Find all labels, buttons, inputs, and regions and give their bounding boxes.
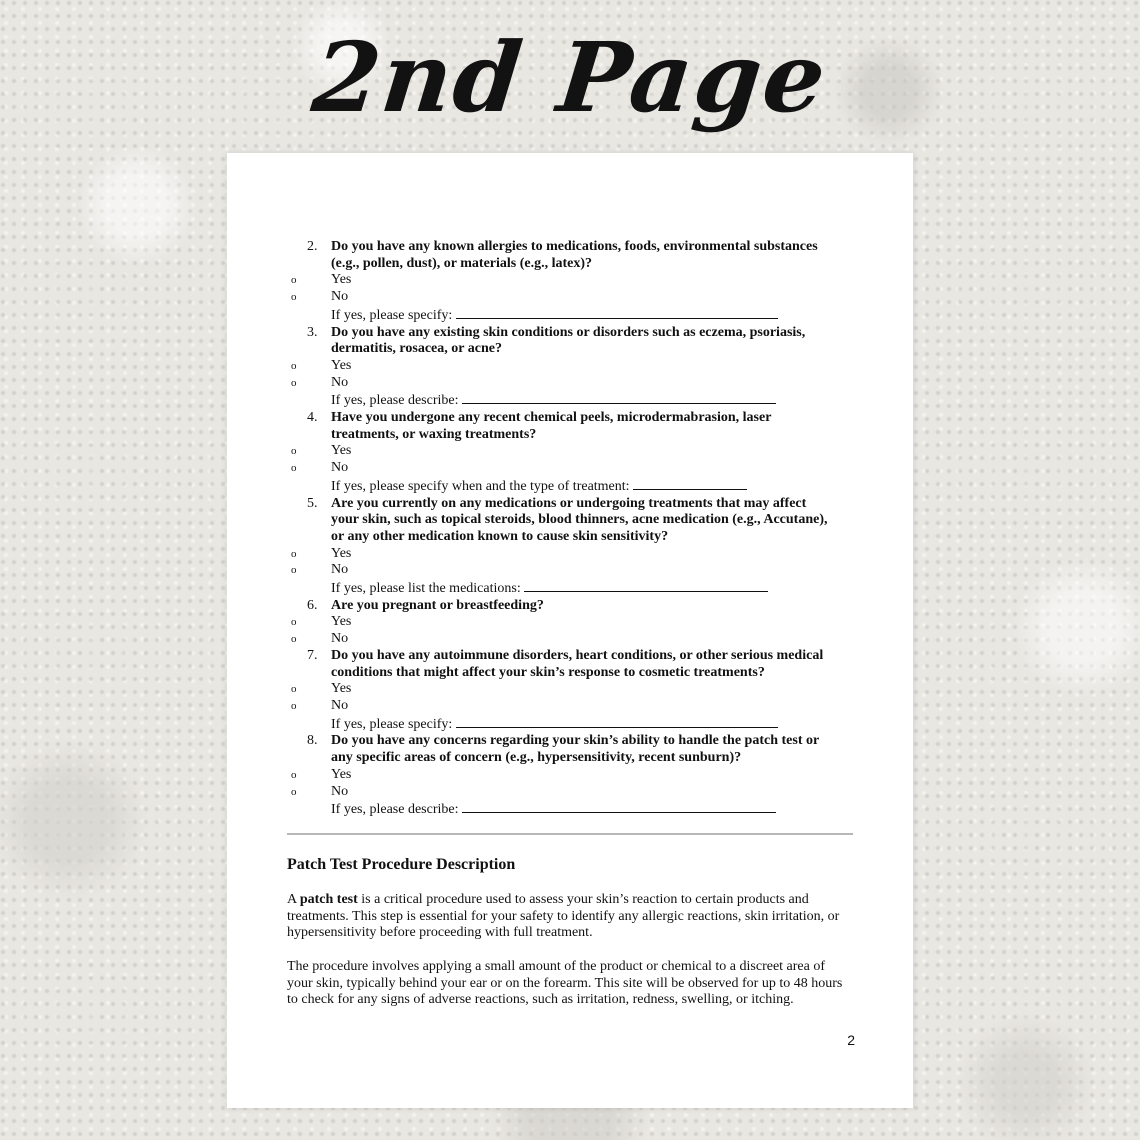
specify-label: If yes, please specify when and the type of treatment: [331, 478, 630, 494]
specify-field [287, 477, 857, 496]
question-block [287, 410, 857, 496]
question [287, 648, 857, 681]
question [287, 733, 857, 766]
blank-answer-line[interactable] [462, 391, 776, 404]
answer-option-label: Yes [331, 272, 352, 288]
question-text-line: Have you undergone any recent chemical peels, microdermabrasion, laser [331, 410, 772, 426]
answer-option[interactable] [287, 546, 857, 563]
section-title: Patch Test Procedure Description [287, 856, 516, 873]
question-text-line: your skin, such as topical steroids, blood thinners, acne medication (e.g., Accutane), [331, 512, 828, 528]
circle-bullet-icon: o [291, 291, 297, 304]
answer-option-label: Yes [331, 357, 352, 373]
circle-bullet-icon: o [291, 462, 297, 475]
question-text-line: dermatitis, rosacea, or acne? [331, 341, 502, 357]
specify-field [287, 715, 857, 734]
answer-option[interactable] [287, 698, 857, 715]
question-text-line: Do you have any autoimmune disorders, heart conditions, or other serious medical [331, 647, 824, 663]
circle-bullet-icon: o [291, 683, 297, 696]
question-text-line: conditions that might affect your skin’s response to cosmetic treatments? [331, 664, 765, 680]
para1-lead: A [287, 892, 300, 907]
circle-bullet-icon: o [291, 768, 297, 781]
answer-option-label: No [331, 783, 349, 799]
blank-answer-line[interactable] [524, 579, 768, 592]
question [287, 598, 857, 615]
question-number: 4. [307, 410, 318, 426]
answer-option[interactable] [287, 562, 857, 579]
para1-body: is a critical procedure used to assess your skin’s reaction to certain products and treatments. This step is essential for your safety to identify any allergic reactions, skin irritation, or hypersensitivity before proceeding with full treatment. [287, 892, 840, 941]
question-text [331, 648, 857, 681]
question [287, 496, 857, 546]
circle-bullet-icon: o [291, 274, 297, 287]
section-paragraph-2: The procedure involves applying a small amount of the product or chemical to a discreet area of your skin, typically behind your ear or on the forearm. This site will be observed for up to 48 hours to check for any signs of adverse reactions, such as irritation, redness, swelling, or itching. [287, 959, 843, 1008]
page-number: 2 [847, 1032, 855, 1048]
answer-option-label: No [331, 289, 349, 305]
question-text-line: Do you have any concerns regarding your skin’s ability to handle the patch test or [331, 733, 820, 749]
blank-answer-line[interactable] [462, 800, 776, 813]
blank-answer-line[interactable] [456, 715, 778, 728]
specify-field [287, 800, 857, 819]
question-block [287, 648, 857, 734]
circle-bullet-icon: o [291, 359, 297, 372]
question-text [331, 496, 857, 546]
question-number: 2. [307, 239, 318, 254]
answer-option-label: Yes [331, 545, 352, 561]
specify-label: If yes, please specify: [331, 716, 453, 732]
circle-bullet-icon: o [291, 616, 297, 629]
question-text-line: treatments, or waxing treatments? [331, 426, 537, 442]
question-block [287, 325, 857, 411]
answer-option-label: No [331, 562, 349, 578]
question-text-line: any specific areas of concern (e.g., hypersensitivity, recent sunburn)? [331, 750, 742, 766]
answer-option[interactable] [287, 375, 857, 392]
answer-option[interactable] [287, 767, 857, 784]
circle-bullet-icon: o [291, 445, 297, 458]
question [287, 410, 857, 443]
question-number: 6. [307, 597, 318, 613]
question [287, 239, 857, 272]
answer-option[interactable] [287, 289, 857, 306]
question-text [331, 733, 857, 766]
circle-bullet-icon: o [291, 699, 297, 712]
answer-option-label: Yes [331, 614, 352, 630]
answer-option[interactable] [287, 272, 857, 289]
answer-option[interactable] [287, 631, 857, 648]
specify-field [287, 306, 857, 325]
question-number: 8. [307, 733, 318, 749]
circle-bullet-icon: o [291, 376, 297, 389]
answer-option-label: No [331, 631, 349, 647]
blank-answer-line[interactable] [633, 477, 747, 490]
question-text [331, 410, 857, 443]
answer-option[interactable] [287, 614, 857, 631]
question-block [287, 496, 857, 598]
question-text-line: or any other medication known to cause skin sensitivity? [331, 528, 669, 544]
question-number: 3. [307, 324, 318, 340]
section-divider [287, 833, 853, 835]
para1-bold-term: patch test [299, 892, 358, 907]
section-paragraph-1 [287, 892, 853, 942]
document-page [227, 153, 913, 1108]
question-block [287, 239, 857, 325]
answer-option-label: No [331, 697, 349, 713]
specify-label: If yes, please describe: [331, 802, 459, 818]
question-list [287, 239, 857, 819]
question-text-line: Are you pregnant or breastfeeding? [331, 597, 544, 613]
question-number: 5. [307, 495, 318, 511]
blank-answer-line[interactable] [456, 306, 778, 319]
circle-bullet-icon: o [291, 633, 297, 646]
specify-field [287, 391, 857, 410]
banner-title: 2nd Page [307, 21, 833, 134]
specify-field [287, 579, 857, 598]
answer-option-label: Yes [331, 766, 352, 782]
question-text-line: Do you have any known allergies to medications, foods, environmental substances [331, 239, 818, 254]
question-text [331, 598, 857, 615]
answer-option[interactable] [287, 681, 857, 698]
question-text-line: Are you currently on any medications or undergoing treatments that may affect [331, 495, 807, 511]
answer-option-label: No [331, 460, 349, 476]
answer-option-label: Yes [331, 443, 352, 459]
answer-option[interactable] [287, 443, 857, 460]
question-text-line: (e.g., pollen, dust), or materials (e.g., latex)? [331, 255, 593, 271]
specify-label: If yes, please list the medications: [331, 581, 521, 597]
answer-option-label: Yes [331, 681, 352, 697]
specify-label: If yes, please describe: [331, 393, 459, 409]
question-number: 7. [307, 647, 318, 663]
answer-option[interactable] [287, 358, 857, 375]
circle-bullet-icon: o [291, 547, 297, 560]
circle-bullet-icon: o [291, 785, 297, 798]
answer-option[interactable] [287, 460, 857, 477]
question [287, 325, 857, 358]
question-text [331, 325, 857, 358]
question-block [287, 733, 857, 819]
question-text [331, 239, 857, 272]
specify-label: If yes, please specify: [331, 307, 453, 323]
question-text-line: Do you have any existing skin conditions or disorders such as eczema, psoriasis, [331, 324, 806, 340]
circle-bullet-icon: o [291, 564, 297, 577]
answer-option-label: No [331, 374, 349, 390]
question-block [287, 598, 857, 648]
answer-option[interactable] [287, 784, 857, 801]
